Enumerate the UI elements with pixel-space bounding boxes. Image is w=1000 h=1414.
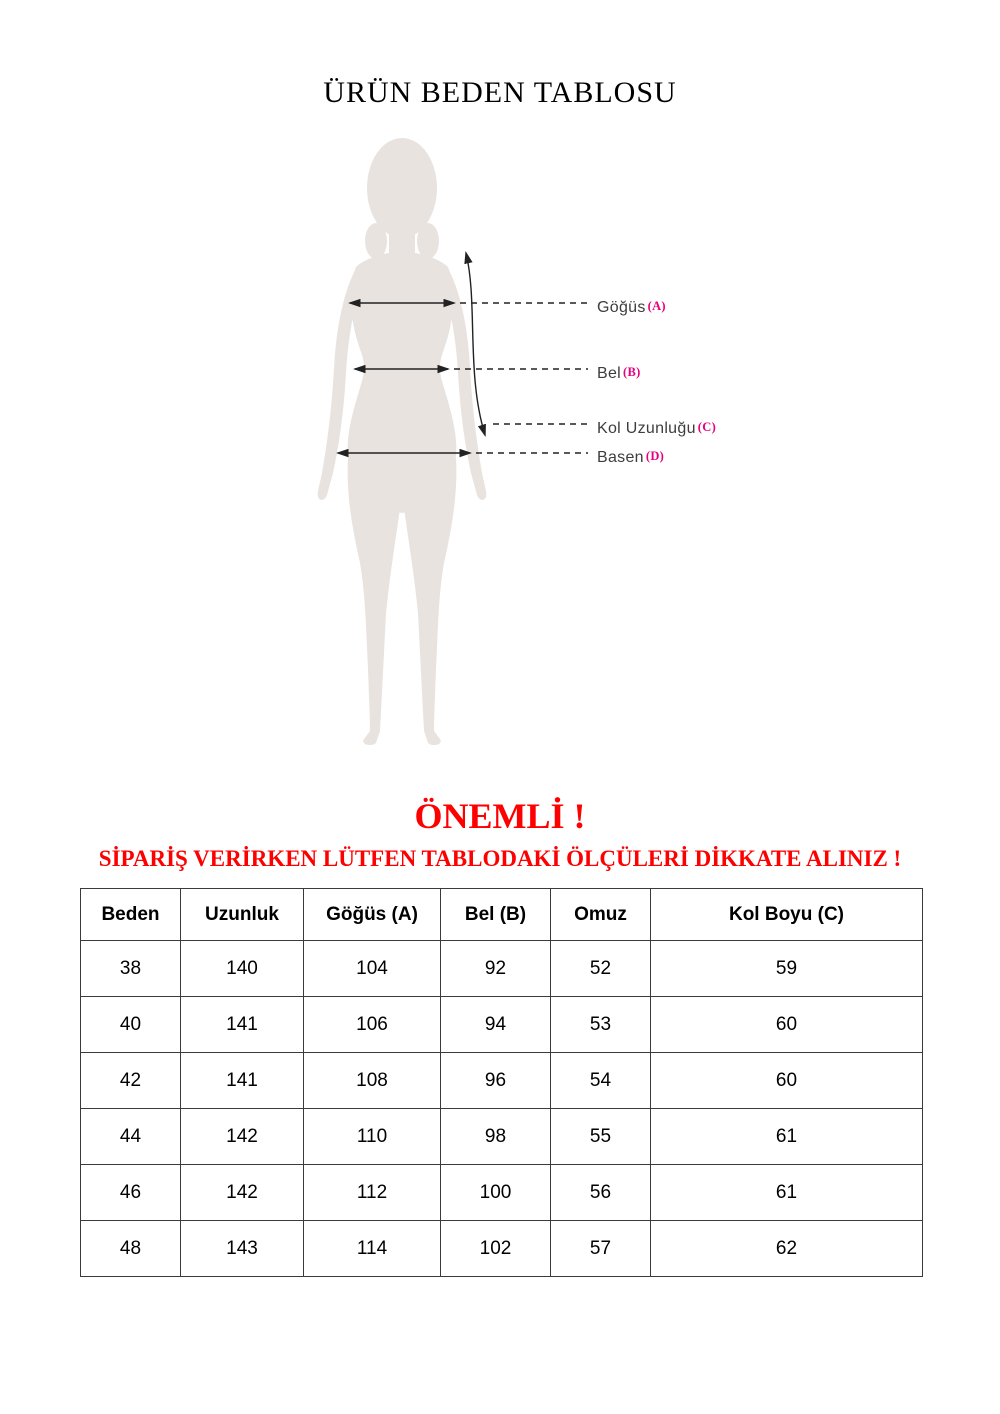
cell-uzunluk: 142 xyxy=(181,1165,304,1221)
cell-beden: 46 xyxy=(81,1165,181,1221)
cell-kol-boyu: 59 xyxy=(651,941,923,997)
measurement-label-waist xyxy=(597,363,641,383)
measurement-label-waist-text: Bel xyxy=(597,365,622,382)
cell-bel: 96 xyxy=(441,1053,551,1109)
cell-gogus: 104 xyxy=(304,941,441,997)
cell-bel: 100 xyxy=(441,1165,551,1221)
cell-gogus: 110 xyxy=(304,1109,441,1165)
important-heading: ÖNEMLİ ! xyxy=(414,796,586,836)
cell-bel: 102 xyxy=(441,1221,551,1277)
table-row xyxy=(81,1053,923,1109)
cell-beden: 42 xyxy=(81,1053,181,1109)
cell-gogus: 106 xyxy=(304,997,441,1053)
cell-gogus: 108 xyxy=(304,1053,441,1109)
measurement-label-arm-length xyxy=(597,418,716,438)
measurement-label-arm-length-text: Kol Uzunluğu xyxy=(597,420,696,437)
cell-beden: 40 xyxy=(81,997,181,1053)
cell-uzunluk: 141 xyxy=(181,997,304,1053)
cell-bel: 92 xyxy=(441,941,551,997)
measurement-label-arm-length-letter: (C) xyxy=(697,420,717,434)
cell-omuz: 53 xyxy=(551,997,651,1053)
cell-kol-boyu: 60 xyxy=(651,1053,923,1109)
measurement-diagram xyxy=(280,133,740,753)
table-row xyxy=(81,1221,923,1277)
cell-bel: 94 xyxy=(441,997,551,1053)
size-table xyxy=(80,888,923,1277)
warning-text: SİPARİŞ VERİRKEN LÜTFEN TABLODAKİ ÖLÇÜLERİ DİKKATE ALINIZ ! xyxy=(98,846,902,871)
table-row xyxy=(81,941,923,997)
cell-kol-boyu: 61 xyxy=(651,1109,923,1165)
cell-beden: 38 xyxy=(81,941,181,997)
measurement-label-chest xyxy=(597,297,666,317)
cell-omuz: 56 xyxy=(551,1165,651,1221)
cell-kol-boyu: 61 xyxy=(651,1165,923,1221)
cell-uzunluk: 141 xyxy=(181,1053,304,1109)
measurement-label-hip-text: Basen xyxy=(597,449,644,466)
column-header-omuz: Omuz xyxy=(551,889,651,941)
cell-kol-boyu: 62 xyxy=(651,1221,923,1277)
cell-gogus: 114 xyxy=(304,1221,441,1277)
table-row xyxy=(81,997,923,1053)
cell-uzunluk: 142 xyxy=(181,1109,304,1165)
column-header-uzunluk: Uzunluk xyxy=(181,889,304,941)
measurement-label-hip xyxy=(597,447,664,467)
measurement-label-chest-letter: (A) xyxy=(647,299,666,313)
cell-beden: 44 xyxy=(81,1109,181,1165)
cell-bel: 98 xyxy=(441,1109,551,1165)
column-header-bel: Bel (B) xyxy=(441,889,551,941)
body-silhouette-icon xyxy=(318,138,487,745)
cell-kol-boyu: 60 xyxy=(651,997,923,1053)
cell-beden: 48 xyxy=(81,1221,181,1277)
table-row xyxy=(81,1165,923,1221)
column-header-gogus: Göğüs (A) xyxy=(304,889,441,941)
measurement-label-chest-text: Göğüs xyxy=(597,299,646,316)
measurement-label-hip-letter: (D) xyxy=(645,449,665,463)
body-diagram-svg xyxy=(280,133,740,753)
table-row xyxy=(81,1109,923,1165)
cell-omuz: 57 xyxy=(551,1221,651,1277)
cell-uzunluk: 140 xyxy=(181,941,304,997)
cell-omuz: 52 xyxy=(551,941,651,997)
cell-omuz: 54 xyxy=(551,1053,651,1109)
column-header-beden: Beden xyxy=(81,889,181,941)
cell-omuz: 55 xyxy=(551,1109,651,1165)
size-table-header-row xyxy=(81,889,923,941)
page-title: ÜRÜN BEDEN TABLOSU xyxy=(323,76,677,109)
measurement-label-waist-letter: (B) xyxy=(623,365,641,379)
column-header-kol-boyu: Kol Boyu (C) xyxy=(651,889,923,941)
cell-uzunluk: 143 xyxy=(181,1221,304,1277)
cell-gogus: 112 xyxy=(304,1165,441,1221)
